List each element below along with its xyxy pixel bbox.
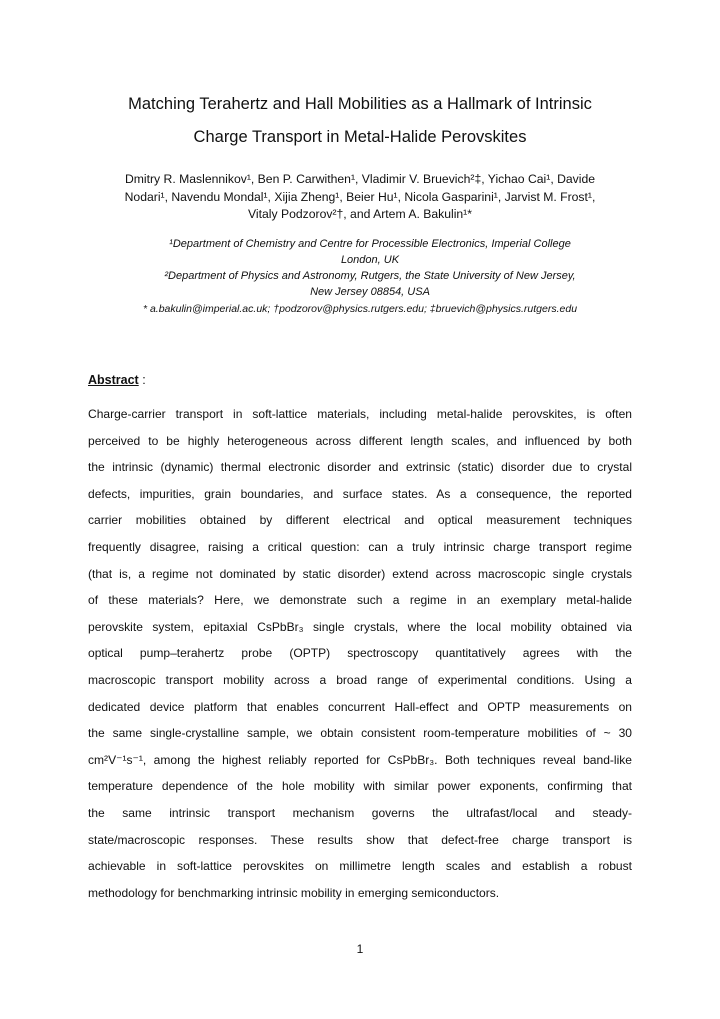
abstract-line: the intrinsic (dynamic) thermal electronic disorder and extrinsic (static) disorder due to crystal xyxy=(88,460,632,475)
abstract-line: methodology for benchmarking intrinsic mobility in emerging semiconductors. xyxy=(88,885,500,900)
affiliation-1-line-2: London, UK xyxy=(340,253,400,266)
authors-line-1: Dmitry R. Maslennikov¹, Ben P. Carwithen¹, Vladimir V. Bruevich²‡, Yichao Cai¹, Davide xyxy=(124,172,596,186)
abstract-line: state/macroscopic responses. These results show that defect-free charge transport is xyxy=(88,832,632,847)
title-line-2: Charge Transport in Metal-Halide Perovskites xyxy=(193,128,527,146)
abstract-line: macroscopic transport mobility across a broad range of experimental conditions. Using a xyxy=(88,672,632,687)
title-line-1: Matching Terahertz and Hall Mobilities as a Hallmark of Intrinsic xyxy=(128,95,592,113)
affiliation-1-line-1: ¹Department of Chemistry and Centre for Processible Electronics, Imperial College xyxy=(169,238,571,250)
abstract-line: temperature dependence of the hole mobility with similar power exponents, confirming that xyxy=(88,779,632,794)
abstract-line: of these materials? Here, we demonstrate such a regime in an exemplary metal-halide xyxy=(88,593,632,608)
abstract-body xyxy=(88,401,632,906)
affiliation-2-line-2: New Jersey 08854, USA xyxy=(310,285,430,298)
abstract-line: Charge-carrier transport in soft-lattice materials, including metal-halide perovskites, is often xyxy=(88,407,632,421)
abstract-line: cm²V⁻¹s⁻¹, among the highest reliably reported for CsPbBr₃. Both techniques reveal band-like xyxy=(88,752,632,767)
corresponding-emails: * a.bakulin@imperial.ac.uk; †podzorov@physics.rutgers.edu; ‡bruevich@physics.rutgers.edu xyxy=(142,303,578,315)
abstract-line: the same single-crystalline sample, we obtain consistent room-temperature mobilities of ~ 30 xyxy=(88,726,632,741)
abstract-line: frequently disagree, raising a critical question: can a truly intrinsic charge transport regime xyxy=(88,539,632,554)
abstract-heading xyxy=(88,372,146,388)
abstract-line: dedicated device platform that enables concurrent Hall-effect and OPTP measurements on xyxy=(88,699,632,714)
affiliation-2-line-1: ²Department of Physics and Astronomy, Rutgers, the State University of New Jersey, xyxy=(164,270,576,282)
abstract-line: achievable in soft-lattice perovskites on millimetre length scales and establish a robust xyxy=(88,859,632,874)
authors-line-2: Nodari¹, Navendu Mondal¹, Xijia Zheng¹, Beier Hu¹, Nicola Gasparini¹, Jarvist M. Frost¹, xyxy=(124,189,596,204)
paper-title xyxy=(80,88,640,154)
abstract-line: defects, impurities, grain boundaries, and surface states. As a consequence, the reported xyxy=(88,486,632,501)
abstract-line: perceived to be highly heterogeneous across different length scales, and influenced by both xyxy=(88,433,632,448)
abstract-line: the same intrinsic transport mechanism governs the ultrafast/local and steady- xyxy=(88,805,632,820)
abstract-line: carrier mobilities obtained by different electrical and optical measurement techniques xyxy=(88,513,632,528)
abstract-heading-suffix: : xyxy=(138,373,146,387)
abstract-line: perovskite system, epitaxial CsPbBr₃ single crystals, where the local mobility obtained via xyxy=(88,619,632,634)
authors-line-3: Vitaly Podzorov²†, and Artem A. Bakulin¹* xyxy=(247,207,472,221)
author-list xyxy=(80,171,640,224)
abstract-line: (that is, a regime not dominated by static disorder) extend across macroscopic single crystals xyxy=(88,566,632,581)
affiliation-1 xyxy=(110,237,630,268)
abstract-line: optical pump–terahertz probe (OPTP) spectroscopy quantitatively agrees with the xyxy=(88,646,632,661)
abstract-heading-label: Abstract xyxy=(88,373,139,387)
page-number: 1 xyxy=(356,942,364,956)
affiliation-2 xyxy=(110,269,630,300)
